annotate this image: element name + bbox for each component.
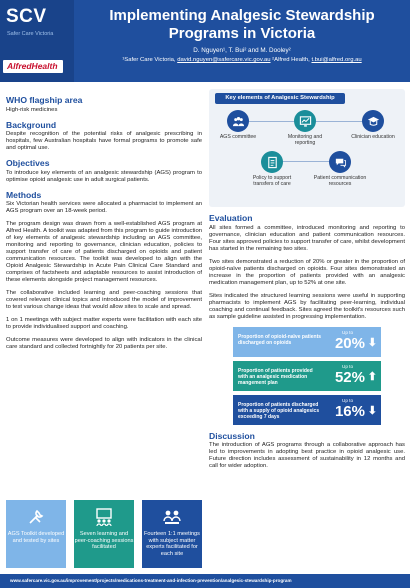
logo-panel <box>0 0 74 82</box>
tile-meetings-label: Fourteen 1:1 meetings with subject matter experts facilitated for each site <box>144 531 200 557</box>
tile-meetings <box>142 500 202 568</box>
summary-tiles <box>6 500 202 568</box>
key-element-communication <box>313 151 367 188</box>
stat-management-plan <box>233 361 381 391</box>
methods-paragraph-3: The collaborative included learning and peer-coaching sessions that covered relevant clinical topics and introduced the model of improvement to test various change ideas that would allow sites to scale and spread. <box>6 290 202 310</box>
alfred-health-logo-text: AlfredHealth <box>7 61 58 71</box>
poster-title: Implementing Analgesic Stewardship Programs in Victoria <box>109 7 375 42</box>
flagship-text: High-risk medicines <box>6 106 58 113</box>
evaluation-paragraph-3: Sites indicated the structured learning sessions were useful in supporting pharmacists to implement AGS by facilitating peer-learning, individual coaching and continual feedback. Sites agreed the toolkit's resources such as sample guideline assisted in progressing implementation. <box>209 292 405 320</box>
stat-supply-exceeding-label: Proportion of patients discharged with a supply of opioid analgesics exceeding 7 days <box>238 401 320 420</box>
key-elements-panel <box>209 89 405 207</box>
discussion-text: The introduction of AGS programs through a collaborative approach has led to improvements in adopting best practice in opioid analgesic use. Future direction includes assessment of sustainability in 12 months and call for wider adoption. <box>209 442 405 469</box>
tools-icon <box>25 506 47 528</box>
education-icon <box>362 110 384 132</box>
evaluation-paragraph-2: Two sites demonstrated a reduction of 20% or greater in the proportion of opioid-naïve patients discharged on opioids. Four sites demonstrated an increase in the proportion of patients provided with an analgesic medication management plan, up to 52% at one site. <box>209 258 405 286</box>
key-element-policy <box>245 151 299 188</box>
stat-opioid-naive <box>233 327 381 357</box>
poster-header <box>0 0 410 82</box>
alfred-health-logo <box>3 60 63 73</box>
flagship-heading: WHO flagship area <box>6 95 83 105</box>
arrow-up-icon: ⬆ <box>367 370 377 383</box>
key-elements-title: Key elements of Analgesic Stewardship <box>215 93 345 104</box>
key-element-committee-label: AGS committee <box>219 134 257 140</box>
methods-paragraph-1: Six Victorian health services were allocated a pharmacist to implement an AGS program over an 18-week period. <box>6 201 202 214</box>
affiliation-1-email[interactable]: david.nguyen@safercare.vic.gov.au <box>177 57 271 63</box>
stat-management-plan-value: 52% <box>334 368 365 386</box>
key-element-education-label: Clinician education <box>351 134 395 140</box>
methods-paragraph-2: The program design was drawn from a well-established AGS program at Alfred Health. A toolkit was adapted from this program to guide introduction of key elements of analgesic stewardship including an AGS committee, monitoring and reporting to governance, clinician education, policies to support transfer of care of patients discharged on opioids and patient communication resources. The toolkit was developed to align with the Opioid Analgesic Stewardship in Acute Pain Clinical Care Standard and comprises of factsheets and adaptable resources to assist introduction of these elements alongside project management resources. <box>6 221 202 283</box>
footer-url[interactable]: www.safercare.vic.gov.au/improvement/projects/medications-treatment-and-infection-prevention/analgesic-stewardship-program <box>0 574 410 588</box>
stat-opioid-naive-upto: Up to <box>342 329 353 335</box>
arrow-down-icon: ⬇ <box>367 336 377 349</box>
background-text: Despite recognition of the potential risks of analgesic prescribing in hospitals, few Australian hospitals have formal programs to promote safe and optimal use. <box>6 131 202 151</box>
stat-opioid-naive-label: Proportion of opioid-naïve patients discharged on opioids <box>238 333 322 346</box>
arrow-down-icon: ⬇ <box>367 404 377 417</box>
committee-icon <box>227 110 249 132</box>
policy-icon <box>261 151 283 173</box>
stat-supply-exceeding-upto: Up to <box>342 397 353 403</box>
poster-authors: D. Nguyen¹, T. Bui² and M. Dooley² <box>193 47 291 54</box>
evaluation-heading: Evaluation <box>209 213 253 223</box>
tile-toolkit <box>6 500 66 568</box>
key-element-education <box>351 110 395 140</box>
key-element-policy-label: Policy to support transfers of care <box>252 175 292 188</box>
tile-toolkit-label: AGS Toolkit developed and tested by sites <box>7 531 65 544</box>
tile-sessions-label: Seven learning and peer-coaching sessions facilitated <box>74 531 134 551</box>
discussion-heading: Discussion <box>209 430 255 441</box>
poster-affiliations <box>78 57 406 63</box>
left-column <box>6 89 202 357</box>
affiliation-2: ²Alfred Health, <box>272 57 310 63</box>
monitor-icon <box>294 110 316 132</box>
stat-supply-exceeding <box>233 395 381 425</box>
tile-sessions <box>74 500 134 568</box>
key-element-communication-label: Patient communication resources <box>313 175 367 188</box>
stat-management-plan-label: Proportion of patients provided with an analgesic medication mangement plan <box>238 367 313 386</box>
scv-logo-subtitle: Safer Care Victoria <box>7 31 54 37</box>
affiliation-2-email[interactable]: t.bui@alfred.org.au <box>311 57 362 63</box>
key-element-monitoring <box>283 110 327 147</box>
methods-paragraph-5: Outcome measures were developed to align with indicators in the clinical care standard and collected fortnightly for 20 patients per site. <box>6 337 202 350</box>
chat-icon <box>329 151 351 173</box>
scv-logo: SCV <box>6 6 47 27</box>
stat-supply-exceeding-value: 16% <box>334 402 365 420</box>
objectives-heading: Objectives <box>6 158 50 168</box>
affiliation-1: ¹Safer Care Victoria, <box>122 57 176 63</box>
stat-opioid-naive-value: 20% <box>334 334 365 352</box>
stat-management-plan-upto: Up to <box>342 363 353 369</box>
methods-heading: Methods <box>6 189 42 200</box>
objectives-text: To introduce key elements of an analgesic stewardship (AGS) program to optimise opioid analgesic use in adult surgical patients. <box>6 169 202 183</box>
methods-paragraph-4: 1 on 1 meetings with subject matter experts were facilitation with each site to provide individualised support and coaching. <box>6 317 202 330</box>
evaluation-paragraph-1: All sites formed a committee, introduced monitoring and reporting to governance, clinician education and patient communication resources. Four sites approved policies to support transfer of care, whilst development has started in the remaining two sites. <box>209 224 405 252</box>
meeting-icon <box>161 506 183 528</box>
right-column <box>209 89 405 476</box>
key-element-committee <box>217 110 259 140</box>
background-heading: Background <box>6 119 57 130</box>
presentation-icon <box>93 506 115 528</box>
key-element-monitoring-label: Monitoring and reporting <box>287 134 323 147</box>
